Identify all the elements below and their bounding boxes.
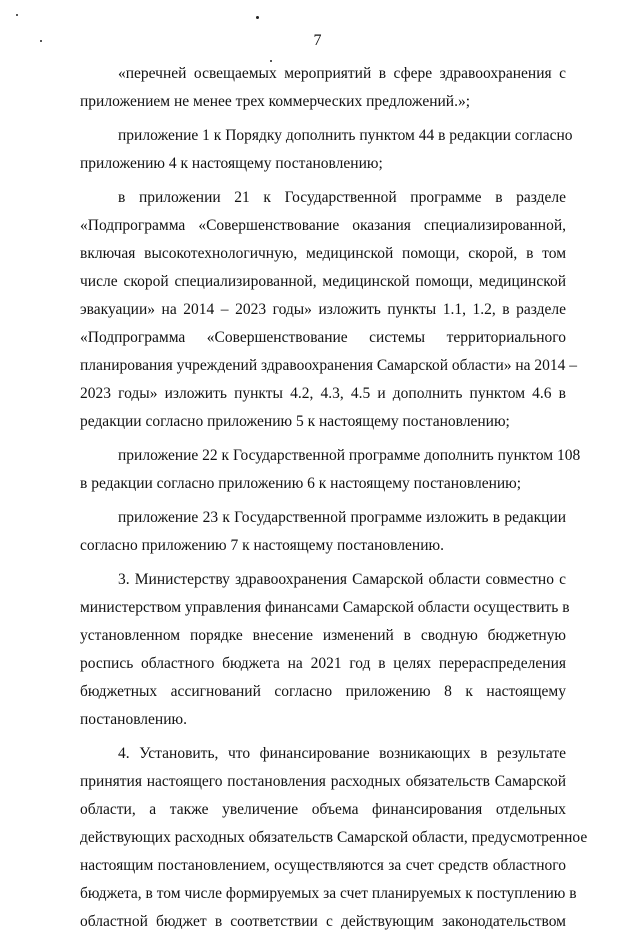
text-line: «Подпрограмма «Совершенствование системы территориального	[80, 329, 566, 346]
paragraph	[80, 442, 581, 498]
text-line: «перечней освещаемых мероприятий в сфере здравоохранения с	[118, 65, 566, 82]
text-line: числе скорой специализированной, медицинской помощи, медицинской	[80, 273, 566, 290]
text-line: планирования учреждений здравоохранения Самарской области» на 2014 –	[80, 357, 578, 374]
text-line: роспись областного бюджета на 2021 год в целях перераспределения	[80, 655, 566, 672]
text-line: принятия настоящего постановления расходных обязательств Самарской	[80, 773, 566, 790]
text-line: приложение 23 к Государственной программе изложить в редакции	[118, 509, 566, 526]
paragraph	[80, 184, 578, 436]
text-line: установленном порядке внесение изменений в сводную бюджетную	[80, 627, 566, 644]
text-line: согласно приложению 7 к настоящему постановлению.	[80, 537, 444, 554]
text-line: 2023 годы» изложить пункты 4.2, 4.3, 4.5 и дополнить пунктом 4.6 в	[80, 385, 566, 402]
paragraph	[80, 504, 566, 560]
text-line: 3. Министерству здравоохранения Самарской области совместно с	[118, 571, 566, 588]
text-line: действующих расходных обязательств Самарской области, предусмотренное	[80, 829, 588, 846]
text-line: областной бюджет в соответствии с действующим законодательством	[80, 913, 566, 930]
text-line: министерством управления финансами Самарской области осуществить в	[80, 599, 570, 616]
paragraph	[80, 566, 570, 734]
text-line: бюджетных ассигнований согласно приложению 8 к настоящему	[80, 683, 566, 700]
scan-speck	[16, 14, 18, 16]
text-line: приложению 4 к настоящему постановлению;	[80, 155, 383, 172]
text-line: 4. Установить, что финансирование возникающих в результате	[118, 745, 566, 762]
document-body	[80, 60, 588, 936]
text-line: приложение 1 к Порядку дополнить пунктом 44 в редакции согласно	[118, 127, 573, 144]
text-line: эвакуации» на 2014 – 2023 годы» изложить пункты 1.1, 1.2, в разделе	[80, 301, 566, 318]
scan-speck	[256, 16, 259, 19]
text-line: бюджета, в том числе формируемых за счет планируемых к поступлению в	[80, 885, 577, 902]
text-line: настоящим постановлением, осуществляются за счет средств областного	[80, 857, 566, 874]
page-number: 7	[313, 32, 322, 49]
paragraph	[80, 740, 588, 936]
paragraph	[80, 60, 566, 116]
text-line: в приложении 21 к Государственной программе в разделе	[118, 189, 566, 206]
text-line: включая высокотехнологичную, медицинской помощи, скорой, в том	[80, 245, 566, 262]
text-line: в редакции согласно приложению 6 к настоящему постановлению;	[80, 475, 522, 492]
text-line: приложением не менее трех коммерческих предложений.»;	[80, 93, 471, 110]
text-line: редакции согласно приложению 5 к настоящему постановлению;	[80, 413, 510, 430]
text-line: «Подпрограмма «Совершенствование оказания специализированной,	[80, 217, 566, 234]
text-line: приложение 22 к Государственной программе дополнить пунктом 108	[118, 447, 581, 464]
text-line: области, а также увеличение объема финансирования отдельных	[80, 801, 566, 818]
paragraph	[80, 122, 573, 178]
text-line: постановлению.	[80, 711, 187, 728]
